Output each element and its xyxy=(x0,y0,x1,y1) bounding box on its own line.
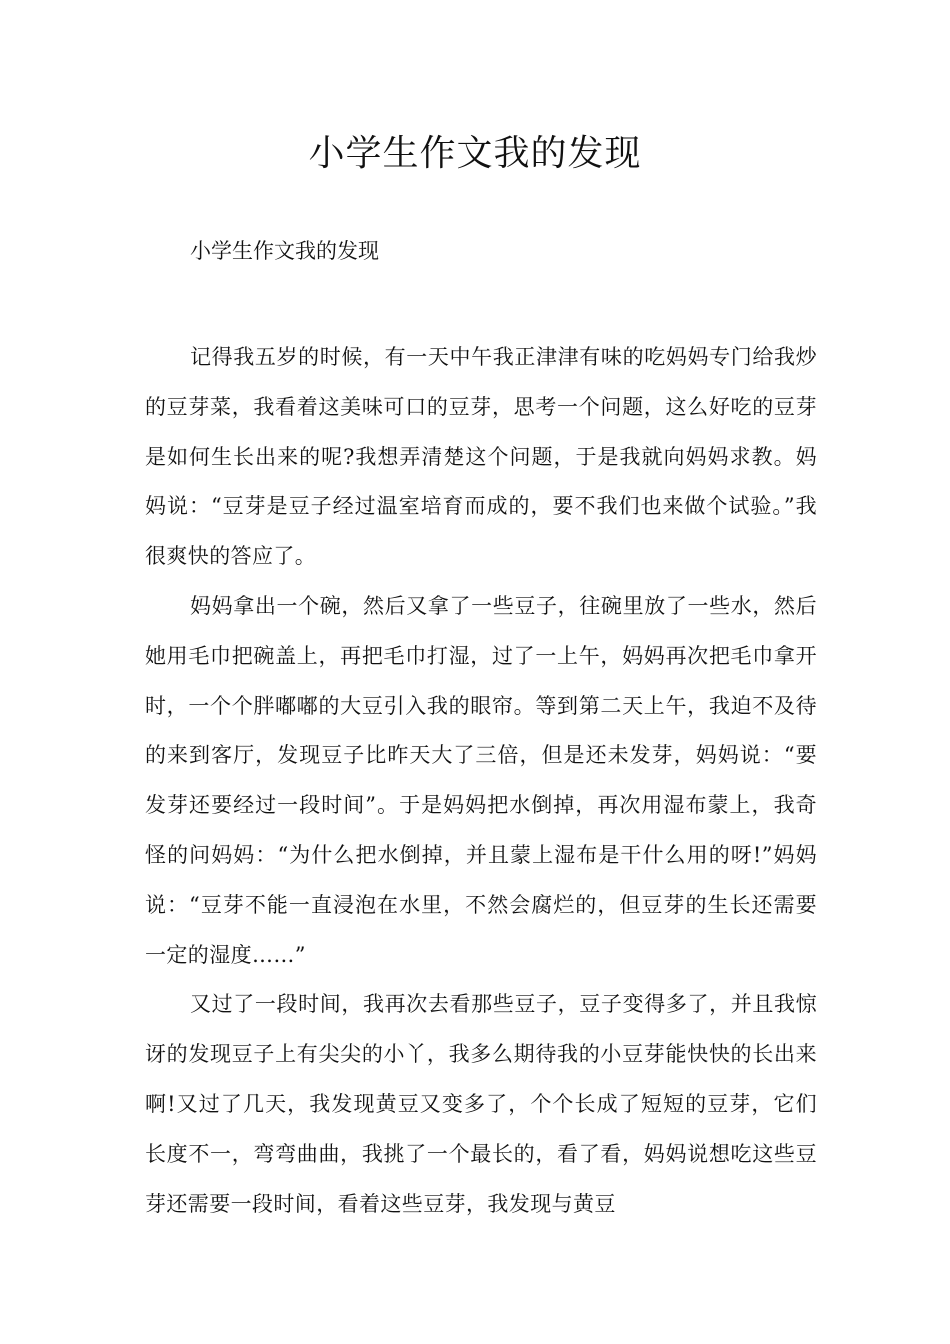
document-title: 小学生作文我的发现 xyxy=(308,133,642,174)
document-subtitle: 小学生作文我的发现 xyxy=(190,239,379,263)
paragraph-2: 妈妈拿出一个碗，然后又拿了一些豆子，往碗里放了一些水，然后她用毛巾把碗盖上，再把毛巾打湿，过了一上午，妈妈再次把毛巾拿开时，一个个胖嘟嘟的大豆引入我的眼帘。等到第二天上午，我迫不及待的来到客厅，发现豆子比昨天大了三倍，但是还未发芽，妈妈说：“要发芽还要经过一段时间”。于是妈妈把水倒掉，再次用湿布蒙上，我奇怪的问妈妈：“为什么把水倒掉，并且蒙上湿布是干什么用的呀!”妈妈说：“豆芽不能一直浸泡在水里，不然会腐烂的，但豆芽的生长还需要一定的湿度……” xyxy=(145,593,817,967)
document-body xyxy=(145,333,817,1229)
paragraph-3: 又过了一段时间，我再次去看那些豆子，豆子变得多了，并且我惊讶的发现豆子上有尖尖的小丫，我多么期待我的小豆芽能快快的长出来啊!又过了几天，我发现黄豆又变多了，个个长成了短短的豆芽，它们长度不一，弯弯曲曲，我挑了一个最长的，看了看，妈妈说想吃这些豆芽还需要一段时间，看着这些豆芽，我发现与黄豆 xyxy=(145,992,817,1216)
paragraph-1: 记得我五岁的时候，有一天中午我正津津有味的吃妈妈专门给我炒的豆芽菜，我看着这美味可口的豆芽，思考一个问题，这么好吃的豆芽是如何生长出来的呢?我想弄清楚这个问题，于是我就向妈妈求教。妈妈说：“豆芽是豆子经过温室培育而成的，要不我们也来做个试验。”我很爽快的答应了。 xyxy=(145,345,817,569)
